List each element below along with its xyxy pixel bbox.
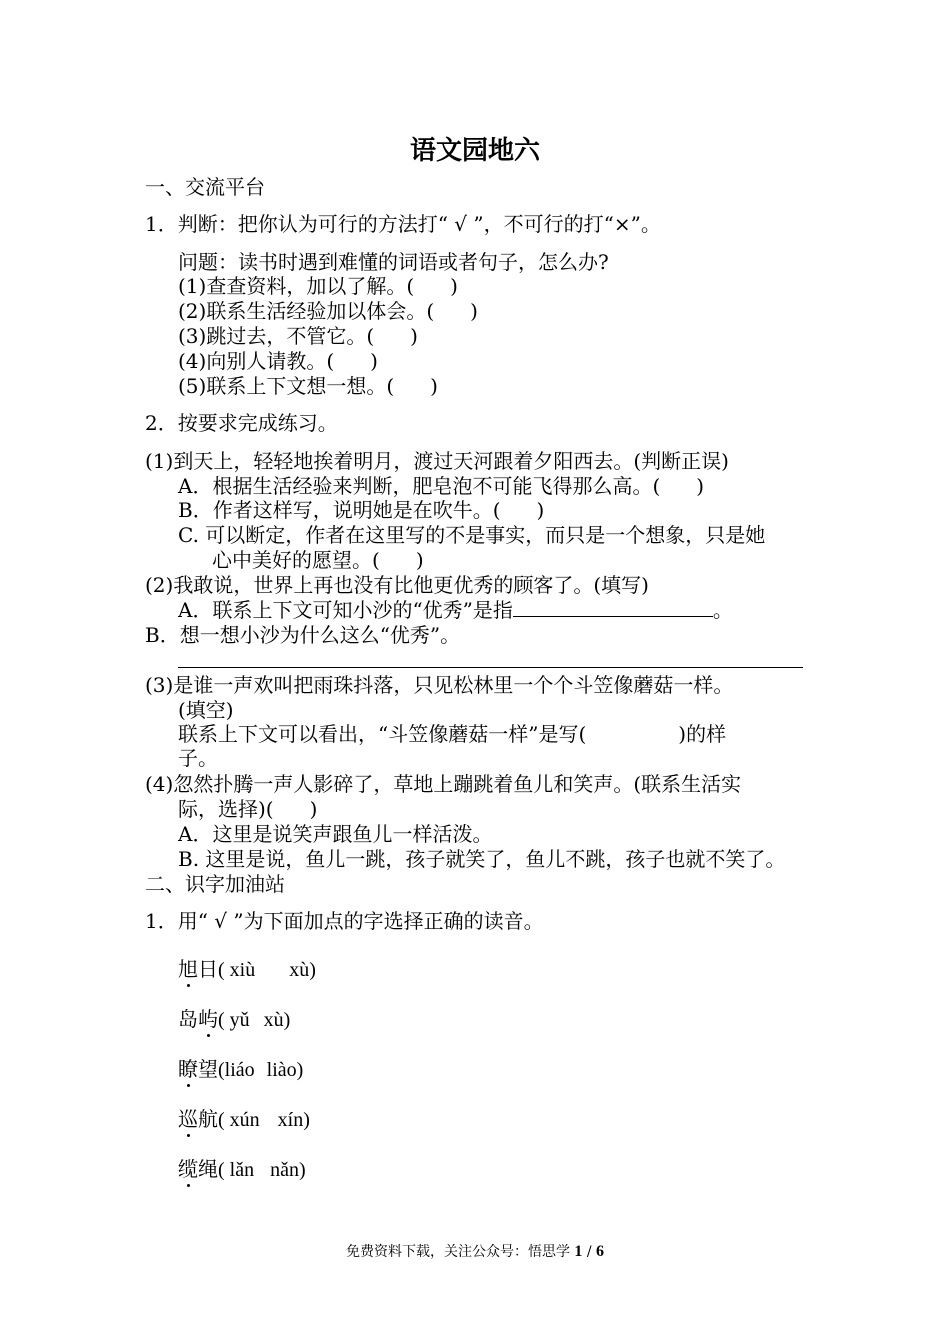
question-stem: 2．按要求完成练习。 (145, 411, 338, 435)
sentence: (3)是谁一声欢叫把雨珠抖落，只见松林里一个个斗笠像蘑菇一样。 (145, 673, 734, 697)
question-stem: 1．用“ √ ”为下面加点的字选择正确的读音。 (145, 909, 544, 933)
section-heading: 二、识字加油站 (145, 872, 285, 896)
judge-item: (2)联系生活经验加以体会。( ) (178, 299, 478, 323)
pinyin-item: 岛屿( yǔ xù) (178, 1007, 291, 1031)
instruction: (填空) (178, 698, 234, 722)
answer-blank[interactable] (513, 598, 713, 617)
option-c: C. 可以断定，作者在这里写的不是事实，而只是一个想象，只是她 (178, 523, 766, 547)
sentence-cont: 际，选择)( ) (178, 797, 318, 821)
sentence: (2)我敢说，世界上再也没有比他更优秀的顾客了。(填写) (145, 573, 649, 597)
pinyin-item: 瞭望(liáo liào) (178, 1057, 304, 1081)
pinyin-item: 缆绳( lǎn nǎn) (178, 1157, 306, 1181)
page-title: 语文园地六 (409, 136, 540, 166)
fill-line: 联系上下文可以看出，“斗笠像蘑菇一样”是写( )的样 (178, 722, 727, 746)
fill-line-cont: 子。 (178, 746, 218, 770)
page-total: 6 (596, 1243, 605, 1260)
judge-item: (5)联系上下文想一想。( ) (178, 374, 438, 398)
option-a: A．根据生活经验来判断，肥皂泡不可能飞得那么高。( ) (178, 474, 705, 498)
option-b: B．作者这样写，说明她是在吹牛。( ) (178, 498, 545, 522)
page-footer: 免费资料下载，关注公众号：悟思学 1 / 6 (345, 1243, 605, 1260)
judge-item: (4)向别人请教。( ) (178, 349, 378, 373)
sentence: (1)到天上，轻轻地挨着明月，渡过天河跟着夕阳西去。(判断正误) (145, 449, 729, 473)
pinyin-item: 旭日( xiù xù) (178, 957, 316, 981)
option-c-cont: 心中美好的愿望。( ) (212, 548, 424, 572)
sentence: (4)忽然扑腾一声人影碎了，草地上蹦跳着鱼儿和笑声。(联系生活实 (145, 772, 742, 796)
question-stem: 1．判断：把你认为可行的方法打“ √ ”，不可行的打“×”。 (145, 212, 661, 236)
pinyin-item: 巡航( xún xín) (178, 1107, 310, 1131)
problem-text: 问题：读书时遇到难懂的词语或者句子，怎么办? (178, 250, 609, 274)
option-b: B. 这里是说，鱼儿一跳，孩子就笑了，鱼儿不跳，孩子也就不笑了。 (178, 847, 786, 871)
answer-line[interactable] (178, 667, 803, 668)
option-b: B．想一想小沙为什么这么“优秀”。 (145, 623, 461, 647)
section-heading: 一、交流平台 (145, 175, 265, 199)
option-a: A．这里是说笑声跟鱼儿一样活泼。 (178, 822, 493, 846)
option-a: A．联系上下文可知小沙的“优秀”是指 。 (178, 598, 733, 622)
judge-item: (3)跳过去，不管它。( ) (178, 324, 418, 348)
judge-item: (1)查查资料，加以了解。( ) (178, 274, 458, 298)
page-number: 1 (574, 1243, 583, 1260)
